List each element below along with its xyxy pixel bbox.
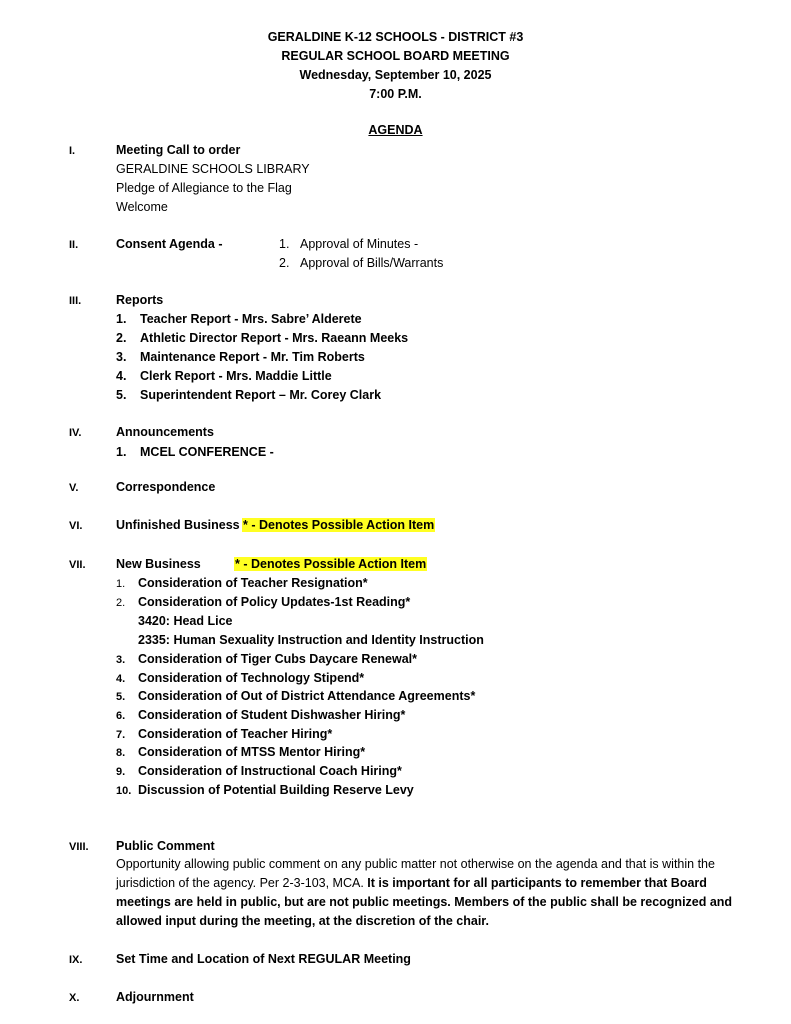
list-item: Athletic Director Report - Mrs. Raeann Meeks [140, 331, 409, 345]
list-item: Clerk Report - Mrs. Maddie Little [140, 369, 332, 383]
list-number: 1. [116, 312, 127, 326]
section-number: V. [69, 482, 79, 494]
section-title: New Business [116, 557, 201, 571]
pledge-line: Pledge of Allegiance to the Flag [116, 181, 292, 195]
list-number: 3. [116, 654, 126, 666]
meeting-title: REGULAR SCHOOL BOARD MEETING [281, 49, 510, 63]
action-item-note [234, 556, 427, 572]
section-number: X. [69, 992, 80, 1004]
public-comment-paragraph [116, 855, 756, 931]
section-number: IX. [69, 954, 83, 966]
section-title: Public Comment [116, 839, 215, 853]
list-item: Consideration of Teacher Hiring* [138, 727, 333, 741]
list-item: Consideration of Teacher Resignation* [138, 576, 368, 590]
list-item: MCEL CONFERENCE - [140, 445, 274, 459]
section-title: Adjournment [116, 990, 194, 1004]
list-item: Consideration of Instructional Coach Hiring* [138, 764, 402, 778]
list-number: 9. [116, 766, 126, 778]
section-title: Announcements [116, 425, 214, 439]
public-comment-notice: It is important for all participants to remember that Board meetings are held in public, but are not public meetings. Members of the public shall be recognized and allowed input during the meeting, at the discretion of the chair. [116, 876, 733, 928]
list-number: 2. [116, 331, 127, 345]
list-number: 1. [279, 237, 290, 251]
list-number: 2. [116, 597, 126, 609]
action-item-note [242, 517, 435, 533]
welcome-line: Welcome [116, 200, 168, 214]
section-number: I. [69, 145, 76, 157]
list-number: 6. [116, 710, 126, 722]
list-item: Consideration of Out of District Attendance Agreements* [138, 689, 476, 703]
section-number: VII. [69, 559, 86, 571]
list-number: 1. [116, 445, 127, 459]
meeting-location: GERALDINE SCHOOLS LIBRARY [116, 162, 310, 176]
section-title: Correspondence [116, 480, 216, 494]
list-item: Approval of Minutes - [300, 237, 419, 251]
list-number: 5. [116, 691, 126, 703]
public-comment-text: Opportunity allowing public comment on any public matter not otherwise on the agenda and that is within the jurisdiction of the agency. Per 2-3-103, MCA. [116, 857, 715, 890]
list-item: Consideration of Tiger Cubs Daycare Renewal* [138, 652, 418, 666]
list-item: Superintendent Report – Mr. Corey Clark [140, 388, 382, 402]
highlight: * - Denotes Possible Action Item [243, 518, 435, 532]
policy-subitem: 2335: Human Sexuality Instruction and Identity Instruction [138, 633, 484, 647]
section-number: II. [69, 239, 79, 251]
section-title: Reports [116, 293, 164, 307]
section-number: IV. [69, 427, 82, 439]
list-item: Consideration of Policy Updates-1st Reading* [138, 595, 411, 609]
list-item: Maintenance Report - Mr. Tim Roberts [140, 350, 365, 364]
section-number: VIII. [69, 841, 89, 853]
list-number: 4. [116, 673, 126, 685]
section-number: III. [69, 295, 82, 307]
highlight: * - Denotes Possible Action Item [235, 557, 427, 571]
section-number: VI. [69, 520, 83, 532]
policy-subitem: 3420: Head Lice [138, 614, 233, 628]
list-number: 2. [279, 256, 290, 270]
list-number: 5. [116, 388, 127, 402]
list-number: 7. [116, 729, 126, 741]
list-number: 1. [116, 578, 126, 590]
list-number: 10. [116, 785, 132, 797]
meeting-date: Wednesday, September 10, 2025 [299, 68, 492, 82]
list-number: 8. [116, 747, 126, 759]
district-title: GERALDINE K-12 SCHOOLS - DISTRICT #3 [267, 30, 524, 44]
list-item: Approval of Bills/Warrants [300, 256, 444, 270]
section-title: Meeting Call to order [116, 143, 241, 157]
list-number: 4. [116, 369, 127, 383]
list-item: Discussion of Potential Building Reserve Levy [138, 783, 414, 797]
list-item: Consideration of Student Dishwasher Hiring* [138, 708, 406, 722]
list-number: 3. [116, 350, 127, 364]
list-item: Consideration of MTSS Mentor Hiring* [138, 745, 366, 759]
list-item: Teacher Report - Mrs. Sabre’ Alderete [140, 312, 362, 326]
list-item: Consideration of Technology Stipend* [138, 671, 365, 685]
agenda-title: AGENDA [368, 123, 423, 137]
section-title: Consent Agenda - [116, 237, 223, 251]
section-title: Unfinished Business [116, 518, 240, 532]
meeting-time: 7:00 P.M. [369, 87, 422, 101]
section-title: Set Time and Location of Next REGULAR Meeting [116, 952, 411, 966]
